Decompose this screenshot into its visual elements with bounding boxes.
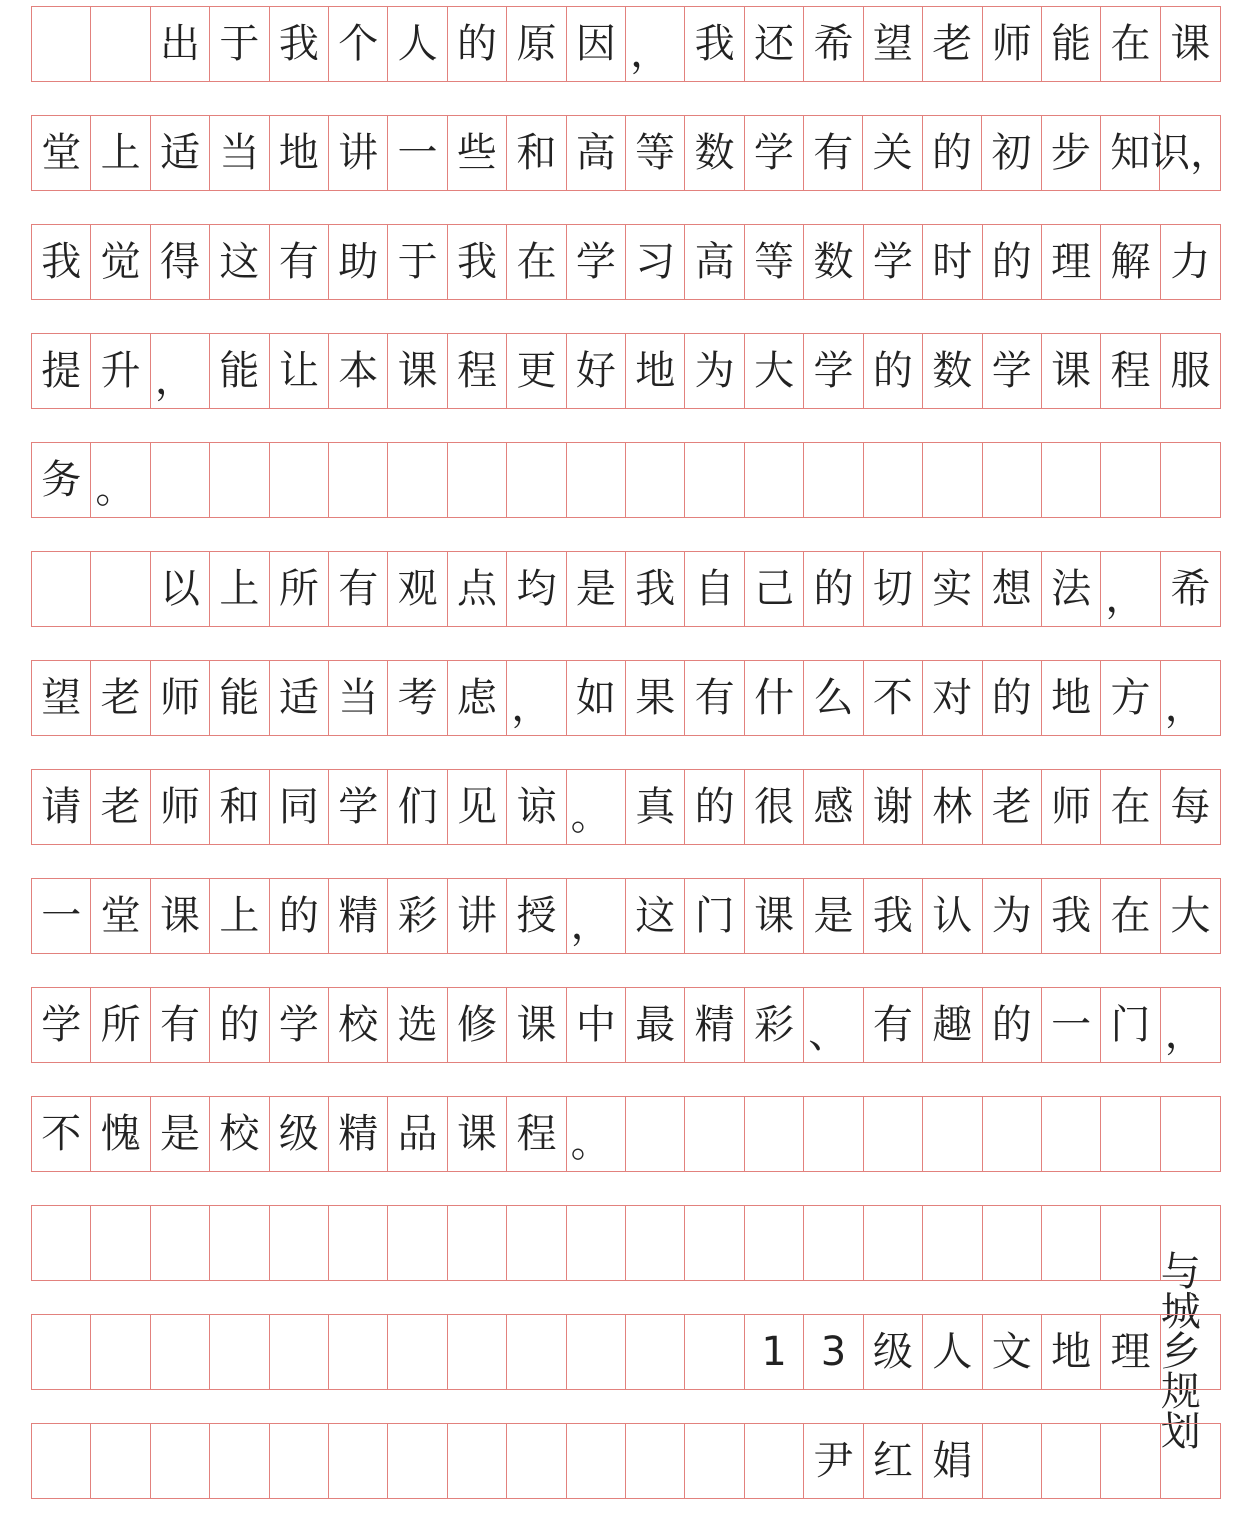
grid-cell	[626, 1315, 685, 1389]
grid-cell: 同	[270, 770, 329, 844]
grid-cell: 是	[151, 1097, 210, 1171]
grid-cell: 的	[983, 661, 1042, 735]
grid-cell: 的	[210, 988, 269, 1062]
grid-row	[31, 333, 1221, 409]
grid-cell: 什	[745, 661, 804, 735]
grid-cell	[210, 1424, 269, 1498]
grid-cell: 初	[982, 116, 1041, 190]
grid-cell: 程	[507, 1097, 566, 1171]
grid-cell	[1101, 1206, 1160, 1280]
grid-cell: 地	[626, 334, 685, 408]
grid-cell	[448, 1206, 507, 1280]
grid-cell: 愧	[91, 1097, 150, 1171]
grid-cell	[923, 1206, 982, 1280]
grid-cell: 和	[507, 116, 566, 190]
grid-cell	[923, 1315, 982, 1389]
grid-cell: 等	[745, 225, 804, 299]
grid-cell: 堂	[91, 879, 150, 953]
grid-cell: 不	[864, 661, 923, 735]
grid-cell: 想	[983, 552, 1042, 626]
grid-cell	[983, 443, 1042, 517]
grid-cell: 们	[388, 770, 447, 844]
grid-cell: 地	[270, 116, 329, 190]
grid-cell: 这	[210, 225, 269, 299]
grid-cell	[745, 443, 804, 517]
grid-cell: 希	[804, 7, 863, 81]
grid-cell: 我	[1042, 879, 1101, 953]
grid-cell	[1042, 1206, 1101, 1280]
grid-cell	[388, 1424, 447, 1498]
grid-cell: 是	[804, 879, 863, 953]
grid-cell: 对	[923, 661, 982, 735]
grid-cell	[270, 1315, 329, 1389]
grid-cell	[804, 1206, 863, 1280]
grid-row	[31, 551, 1221, 627]
grid-cell: ，	[1164, 1011, 1205, 1057]
grid-cell: 当	[210, 116, 269, 190]
grid-cell: 门	[685, 879, 744, 953]
grid-row	[31, 115, 1231, 191]
grid-cell: 学	[983, 334, 1042, 408]
grid-cell: 等	[626, 116, 685, 190]
grid-cell: 理	[1042, 225, 1101, 299]
grid-cell: 老	[923, 7, 982, 81]
grid-cell	[685, 443, 744, 517]
grid-cell: 的	[864, 334, 923, 408]
grid-cell	[745, 1097, 804, 1171]
grid-cell: 我	[32, 225, 91, 299]
grid-cell	[745, 1206, 804, 1280]
grid-cell: 的	[983, 988, 1042, 1062]
grid-cell: 请	[32, 770, 91, 844]
grid-cell	[448, 443, 507, 517]
grid-cell: 虑	[448, 661, 507, 735]
grid-cell: 彩	[388, 879, 447, 953]
grid-cell: 。	[567, 1097, 626, 1171]
grid-cell	[329, 443, 388, 517]
grid-row	[31, 442, 1221, 518]
grid-cell: 还	[745, 7, 804, 81]
grid-cell: 希	[1170, 566, 1211, 612]
grid-cell	[1161, 443, 1220, 517]
grid-cell: 数	[923, 334, 982, 408]
grid-cell	[626, 443, 685, 517]
grid-cell: 老	[91, 661, 150, 735]
grid-cell: 得	[151, 225, 210, 299]
grid-cell: 适	[270, 661, 329, 735]
grid-cell	[507, 1315, 566, 1389]
grid-cell: 见	[448, 770, 507, 844]
grid-cell: 更	[507, 334, 566, 408]
grid-cell: 程	[448, 334, 507, 408]
grid-cell: 门	[1101, 988, 1160, 1062]
grid-cell: 和	[210, 770, 269, 844]
grid-cell: ，	[151, 334, 210, 408]
grid-cell: 个	[329, 7, 388, 81]
grid-cell: 选	[388, 988, 447, 1062]
grid-cell	[32, 1424, 91, 1498]
grid-cell: 谢	[864, 770, 923, 844]
grid-cell: 能	[1042, 7, 1101, 81]
grid-cell: 当	[329, 661, 388, 735]
grid-cell: 大	[1170, 893, 1211, 939]
grid-cell: 讲	[329, 116, 388, 190]
grid-cell: 为	[685, 334, 744, 408]
grid-cell: 望	[864, 7, 923, 81]
grid-cell: 。	[91, 443, 150, 517]
grid-row	[31, 1096, 1221, 1172]
grid-row	[31, 6, 1221, 82]
grid-cell: 与城乡规划	[1160, 1249, 1201, 1455]
grid-cell: 关	[863, 116, 922, 190]
grid-cell: 地	[1042, 1315, 1101, 1389]
grid-cell: 我	[864, 879, 923, 953]
grid-cell: 学	[804, 334, 863, 408]
grid-cell: 数	[685, 116, 744, 190]
grid-cell	[864, 1315, 923, 1389]
grid-cell	[32, 552, 91, 626]
grid-cell	[91, 1424, 150, 1498]
grid-cell	[923, 1097, 982, 1171]
grid-cell: 所	[270, 552, 329, 626]
grid-cell: 有	[270, 225, 329, 299]
grid-cell: 因	[567, 7, 626, 81]
grid-cell	[983, 1424, 1042, 1498]
grid-cell: 的	[270, 879, 329, 953]
grid-cell: 学	[864, 225, 923, 299]
grid-cell: 品	[388, 1097, 447, 1171]
grid-cell: 一	[388, 116, 447, 190]
grid-cell: 步	[1042, 116, 1101, 190]
grid-cell: 校	[210, 1097, 269, 1171]
grid-cell	[626, 1097, 685, 1171]
grid-cell: 精	[329, 1097, 388, 1171]
grid-cell: 学	[567, 225, 626, 299]
grid-cell: 课	[151, 879, 210, 953]
grid-cell	[388, 1206, 447, 1280]
grid-cell	[1042, 1097, 1101, 1171]
grid-cell	[151, 1206, 210, 1280]
grid-cell	[864, 1097, 923, 1171]
grid-cell: 提	[32, 334, 91, 408]
grid-cell: 于	[388, 225, 447, 299]
grid-cell	[685, 1315, 744, 1389]
grid-cell: 实	[923, 552, 982, 626]
grid-cell: 高	[685, 225, 744, 299]
grid-cell: 法	[1042, 552, 1101, 626]
grid-cell: 的	[983, 225, 1042, 299]
grid-cell: 时	[923, 225, 982, 299]
grid-cell: 不	[32, 1097, 91, 1171]
grid-cell: 观	[388, 552, 447, 626]
grid-row	[31, 1423, 1221, 1499]
grid-cell: 能	[210, 334, 269, 408]
grid-row	[31, 224, 1221, 300]
grid-cell: 师	[151, 770, 210, 844]
grid-cell: 师	[983, 7, 1042, 81]
grid-cell	[91, 7, 150, 81]
grid-cell: 自	[685, 552, 744, 626]
grid-row	[31, 987, 1221, 1063]
grid-cell: 升	[91, 334, 150, 408]
grid-cell: ，	[626, 7, 685, 81]
grid-cell: 上	[91, 116, 150, 190]
grid-cell: 上	[210, 552, 269, 626]
grid-cell	[32, 7, 91, 81]
grid-cell	[388, 443, 447, 517]
grid-cell	[1042, 1315, 1101, 1389]
grid-cell: 务	[32, 443, 91, 517]
grid-cell	[210, 1206, 269, 1280]
grid-cell: 真	[626, 770, 685, 844]
grid-cell: 课	[388, 334, 447, 408]
grid-cell	[329, 1206, 388, 1280]
grid-cell: 解	[1101, 225, 1160, 299]
grid-cell: 。	[567, 770, 626, 844]
grid-cell: 学	[32, 988, 91, 1062]
grid-cell	[507, 1424, 566, 1498]
grid-cell: 讲	[448, 879, 507, 953]
grid-cell: 课	[1170, 21, 1211, 67]
grid-cell: 方	[1101, 661, 1160, 735]
grid-cell: 红	[864, 1424, 923, 1498]
grid-cell: 一	[32, 879, 91, 953]
grid-cell	[685, 1206, 744, 1280]
grid-cell: 的	[685, 770, 744, 844]
grid-cell: 有	[804, 116, 863, 190]
grid-cell: 有	[329, 552, 388, 626]
grid-cell: 这	[626, 879, 685, 953]
grid-cell: 人	[923, 1315, 982, 1389]
grid-cell: 有	[685, 661, 744, 735]
grid-cell: 果	[626, 661, 685, 735]
grid-cell	[210, 1315, 269, 1389]
grid-cell: 在	[507, 225, 566, 299]
grid-cell: 堂	[32, 116, 91, 190]
grid-cell	[1161, 1097, 1220, 1171]
grid-cell: 知	[1101, 116, 1160, 190]
grid-cell: 适	[151, 116, 210, 190]
grid-cell	[1101, 443, 1160, 517]
grid-cell: 校	[329, 988, 388, 1062]
grid-cell: 人	[388, 7, 447, 81]
grid-cell: 级	[270, 1097, 329, 1171]
grid-cell	[567, 1424, 626, 1498]
grid-cell: 觉	[91, 225, 150, 299]
grid-cell: 识，	[1150, 130, 1231, 176]
grid-cell: 程	[1101, 334, 1160, 408]
grid-cell	[388, 1315, 447, 1389]
grid-cell: 课	[1042, 334, 1101, 408]
grid-cell: 考	[388, 661, 447, 735]
grid-cell: ，	[567, 879, 626, 953]
grid-cell: 己	[745, 552, 804, 626]
grid-cell	[448, 1315, 507, 1389]
grid-cell: 让	[270, 334, 329, 408]
grid-cell	[1101, 1097, 1160, 1171]
grid-cell: 于	[210, 7, 269, 81]
grid-cell: 学	[329, 770, 388, 844]
grid-cell	[685, 1097, 744, 1171]
grid-cell: 课	[448, 1097, 507, 1171]
grid-cell	[1161, 1424, 1220, 1498]
grid-cell	[1042, 1424, 1101, 1498]
grid-cell: 趣	[923, 988, 982, 1062]
grid-cell: 出	[151, 7, 210, 81]
grid-cell: 么	[804, 661, 863, 735]
grid-cell: 习	[626, 225, 685, 299]
grid-cell	[507, 1206, 566, 1280]
grid-cell: 地	[1042, 661, 1101, 735]
grid-cell: 在	[1101, 879, 1160, 953]
grid-cell: 如	[567, 661, 626, 735]
grid-cell	[983, 1315, 1042, 1389]
grid-cell: 理	[1101, 1315, 1160, 1389]
grid-cell: 精	[329, 879, 388, 953]
grid-cell: 我	[626, 552, 685, 626]
grid-cell: 学	[270, 988, 329, 1062]
grid-cell: 精	[685, 988, 744, 1062]
grid-cell: 我	[270, 7, 329, 81]
grid-row	[31, 660, 1221, 736]
grid-cell: 最	[626, 988, 685, 1062]
grid-cell	[91, 1315, 150, 1389]
grid-cell: ，	[507, 661, 566, 735]
grid-cell	[685, 1424, 744, 1498]
grid-cell: 好	[567, 334, 626, 408]
grid-cell: 所	[91, 988, 150, 1062]
grid-cell	[1101, 1315, 1160, 1389]
grid-cell	[923, 443, 982, 517]
grid-cell: 一	[1042, 988, 1101, 1062]
grid-cell: 我	[685, 7, 744, 81]
grid-cell: 1	[745, 1315, 804, 1389]
grid-cell: 在	[1101, 770, 1160, 844]
grid-cell: 有	[151, 988, 210, 1062]
grid-cell: 能	[210, 661, 269, 735]
grid-cell: 有	[864, 988, 923, 1062]
grid-cell	[329, 1424, 388, 1498]
grid-cell: 、	[804, 988, 863, 1062]
grid-cell: ，	[1101, 552, 1160, 626]
grid-cell	[32, 1315, 91, 1389]
grid-cell	[270, 1424, 329, 1498]
grid-cell: 的	[923, 116, 982, 190]
grid-cell: 本	[329, 334, 388, 408]
grid-cell: 中	[567, 988, 626, 1062]
grid-cell: 谅	[507, 770, 566, 844]
grid-cell: 些	[448, 116, 507, 190]
grid-cell: 切	[864, 552, 923, 626]
grid-cell: 林	[923, 770, 982, 844]
grid-cell: 的	[448, 7, 507, 81]
grid-cell: 课	[507, 988, 566, 1062]
grid-cell	[804, 443, 863, 517]
grid-cell: 数	[804, 225, 863, 299]
grid-cell: 望	[32, 661, 91, 735]
grid-cell	[745, 1315, 804, 1389]
grid-cell: 课	[745, 879, 804, 953]
grid-cell: 高	[567, 116, 626, 190]
grid-cell	[32, 1206, 91, 1280]
grid-cell	[983, 1097, 1042, 1171]
grid-cell: 点	[448, 552, 507, 626]
grid-cell	[1042, 443, 1101, 517]
grid-cell: 上	[210, 879, 269, 953]
grid-cell: 大	[745, 334, 804, 408]
grid-cell: 修	[448, 988, 507, 1062]
grid-row	[31, 769, 1221, 845]
grid-cell: 老	[91, 770, 150, 844]
grid-cell	[329, 1315, 388, 1389]
grid-cell: 每	[1170, 784, 1211, 830]
grid-cell: 在	[1101, 7, 1160, 81]
grid-cell	[151, 443, 210, 517]
grid-cell: 学	[745, 116, 804, 190]
grid-cell	[745, 1424, 804, 1498]
grid-cell: 为	[983, 879, 1042, 953]
grid-cell	[151, 1315, 210, 1389]
grid-cell	[507, 443, 566, 517]
grid-cell: 认	[923, 879, 982, 953]
grid-cell: 感	[804, 770, 863, 844]
grid-cell	[210, 443, 269, 517]
grid-cell	[804, 1315, 863, 1389]
grid-cell: 娟	[923, 1424, 982, 1498]
grid-cell: ，	[1164, 684, 1205, 730]
grid-cell: 很	[745, 770, 804, 844]
grid-cell: 助	[329, 225, 388, 299]
grid-cell: 彩	[745, 988, 804, 1062]
grid-cell	[151, 1424, 210, 1498]
grid-cell	[983, 1206, 1042, 1280]
grid-cell	[567, 443, 626, 517]
grid-row	[31, 1205, 1221, 1281]
grid-cell	[626, 1206, 685, 1280]
grid-cell	[567, 1315, 626, 1389]
grid-cell	[626, 1424, 685, 1498]
grid-cell: 师	[1042, 770, 1101, 844]
grid-cell	[448, 1424, 507, 1498]
grid-cell: 授	[507, 879, 566, 953]
grid-cell	[270, 443, 329, 517]
grid-cell: 我	[448, 225, 507, 299]
grid-cell	[1101, 1424, 1160, 1498]
grid-cell: 力	[1170, 239, 1211, 285]
grid-cell	[91, 552, 150, 626]
grid-cell: 师	[151, 661, 210, 735]
grid-cell: 以	[151, 552, 210, 626]
grid-row	[31, 878, 1221, 954]
grid-cell: 原	[507, 7, 566, 81]
grid-cell	[91, 1206, 150, 1280]
grid-cell: 老	[983, 770, 1042, 844]
grid-cell	[864, 443, 923, 517]
grid-cell: 级	[864, 1315, 923, 1389]
grid-cell: 文	[983, 1315, 1042, 1389]
grid-cell: 均	[507, 552, 566, 626]
grid-cell: 是	[567, 552, 626, 626]
grid-cell: 服	[1170, 348, 1211, 394]
grid-cell	[864, 1206, 923, 1280]
grid-cell	[270, 1206, 329, 1280]
grid-cell	[567, 1206, 626, 1280]
grid-cell	[804, 1097, 863, 1171]
grid-cell: 尹	[804, 1424, 863, 1498]
grid-cell: 3	[804, 1315, 863, 1389]
grid-cell: 的	[804, 552, 863, 626]
